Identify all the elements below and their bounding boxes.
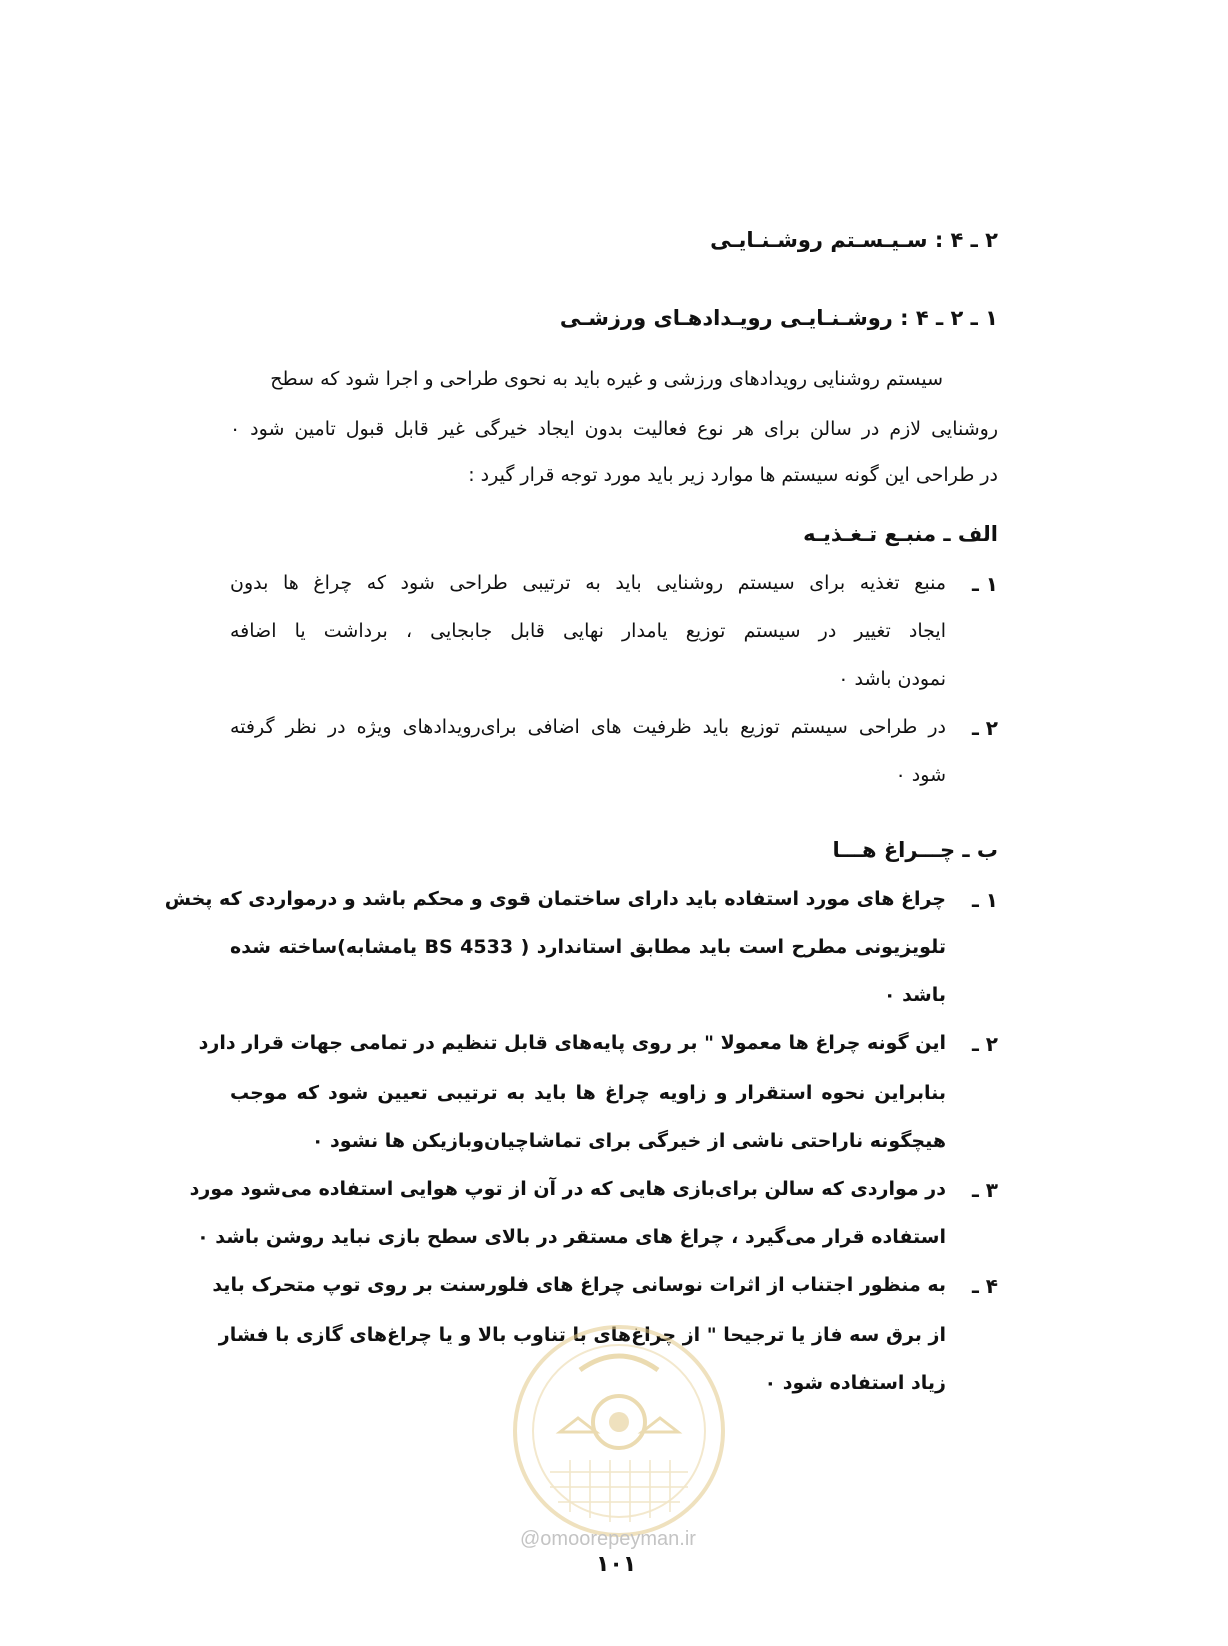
part-b-item-1-number: ۱ ـ [971, 888, 998, 912]
part-b-item-3-line-2: استفاده قرار می‌گیرد ، چراغ های مستقر در بالای سطح بازی نباید روشن باشد ٠ [197, 1226, 946, 1248]
part-a-item-2-number: ۲ ـ [971, 716, 998, 740]
part-a-item-1-line-2: ایجاد تغییر در سیستم توزیع یامدار نهایی قابل جابجایی ، برداشت یا اضافه [230, 620, 946, 642]
page-number: ۱۰۱ [596, 1552, 637, 1577]
part-b-item-2-line-2: بنابراین نحوه استقرار و زاویه چراغ ها باید به ترتیبی تعیین شود که موجب [230, 1082, 946, 1104]
intro-line-1: سیستم روشنایی رویدادهای ورزشی و غیره باید به نحوی طراحی و اجرا شود که سطح [270, 368, 943, 390]
part-b-item-4-line-1: به منظور اجتناب از اثرات نوسانی چراغ های فلورسنت بر روی توپ متحرک باید [212, 1274, 946, 1296]
watermark-text: @omoorepeyman.ir [520, 1528, 696, 1550]
part-b-item-3-number: ۳ ـ [971, 1178, 998, 1202]
part-a-item-1-number: ۱ ـ [971, 572, 998, 596]
part-a-item-2-line-2: شود ٠ [895, 764, 946, 786]
part-b-item-1-line-3: باشد ٠ [883, 984, 946, 1006]
intro-line-2: روشنایی لازم در سالن برای هر نوع فعالیت بدون ایجاد خیرگی غیر قابل قبول تامین شود ٠ [230, 418, 998, 440]
part-b-item-3-line-1: در مواردی که سالن برای‌بازی هایی که در آن از توپ هوایی استفاده می‌شود مورد [189, 1178, 946, 1200]
intro-line-3: در طراحی این گونه سیستم ها موارد زیر باید مورد توجه قرار گیرد : [468, 464, 998, 486]
part-b-item-2-line-1: این گونه چراغ ها معمولا " بر روی پایه‌های قابل تنظیم در تمامی جهات قرار دارد [198, 1032, 946, 1054]
part-b-item-4-line-2: از برق سه فاز یا ترجیحا " از چراغ‌های با تناوب بالا و یا چراغ‌های گازی با فشار [218, 1324, 946, 1346]
part-a-item-1-line-1: منبع تغذیه برای سیستم روشنایی باید به ترتیبی طراحی شود که چراغ ها بدون [230, 572, 946, 594]
part-b-item-2-number: ۲ ـ [971, 1032, 998, 1056]
part-b-item-4-number: ۴ ـ [971, 1274, 998, 1298]
part-a-item-1-line-3: نمودن باشد ٠ [838, 668, 946, 690]
watermark-seal-icon [510, 1322, 728, 1540]
part-b-heading: ب ـ چـــراغ هـــا [832, 838, 998, 862]
part-b-item-2-line-3: هیچگونه ناراحتی ناشی از خیرگی برای تماشاچیان‌وبازیکن ها نشود ٠ [311, 1130, 946, 1152]
part-b-item-1-line-1: چراغ های مورد استفاده باید دارای ساختمان قوی و محکم باشد و درمواردی که پخش [164, 888, 946, 910]
part-b-item-4-line-3: زیاد استفاده شود ٠ [764, 1372, 946, 1394]
part-a-heading: الف ـ منبـع تـغـذیـه [803, 522, 998, 546]
part-b-item-1-line-2: تلویزیونی مطرح است باید مطابق استاندارد ( BS 4533 یامشابه)ساخته شده [230, 936, 946, 958]
part-a-item-2-line-1: در طراحی سیستم توزیع باید ظرفیت های اضافی برای‌رویدادهای ویژه در نظر گرفته [230, 716, 946, 738]
section-heading: ۲ ـ ۴ : سـیـسـتم روشـنـایـی [710, 228, 998, 252]
subsection-heading: ۱ ـ ۲ ـ ۴ : روشـنـایـی رویـدادهـای ورزشـی [559, 306, 998, 330]
